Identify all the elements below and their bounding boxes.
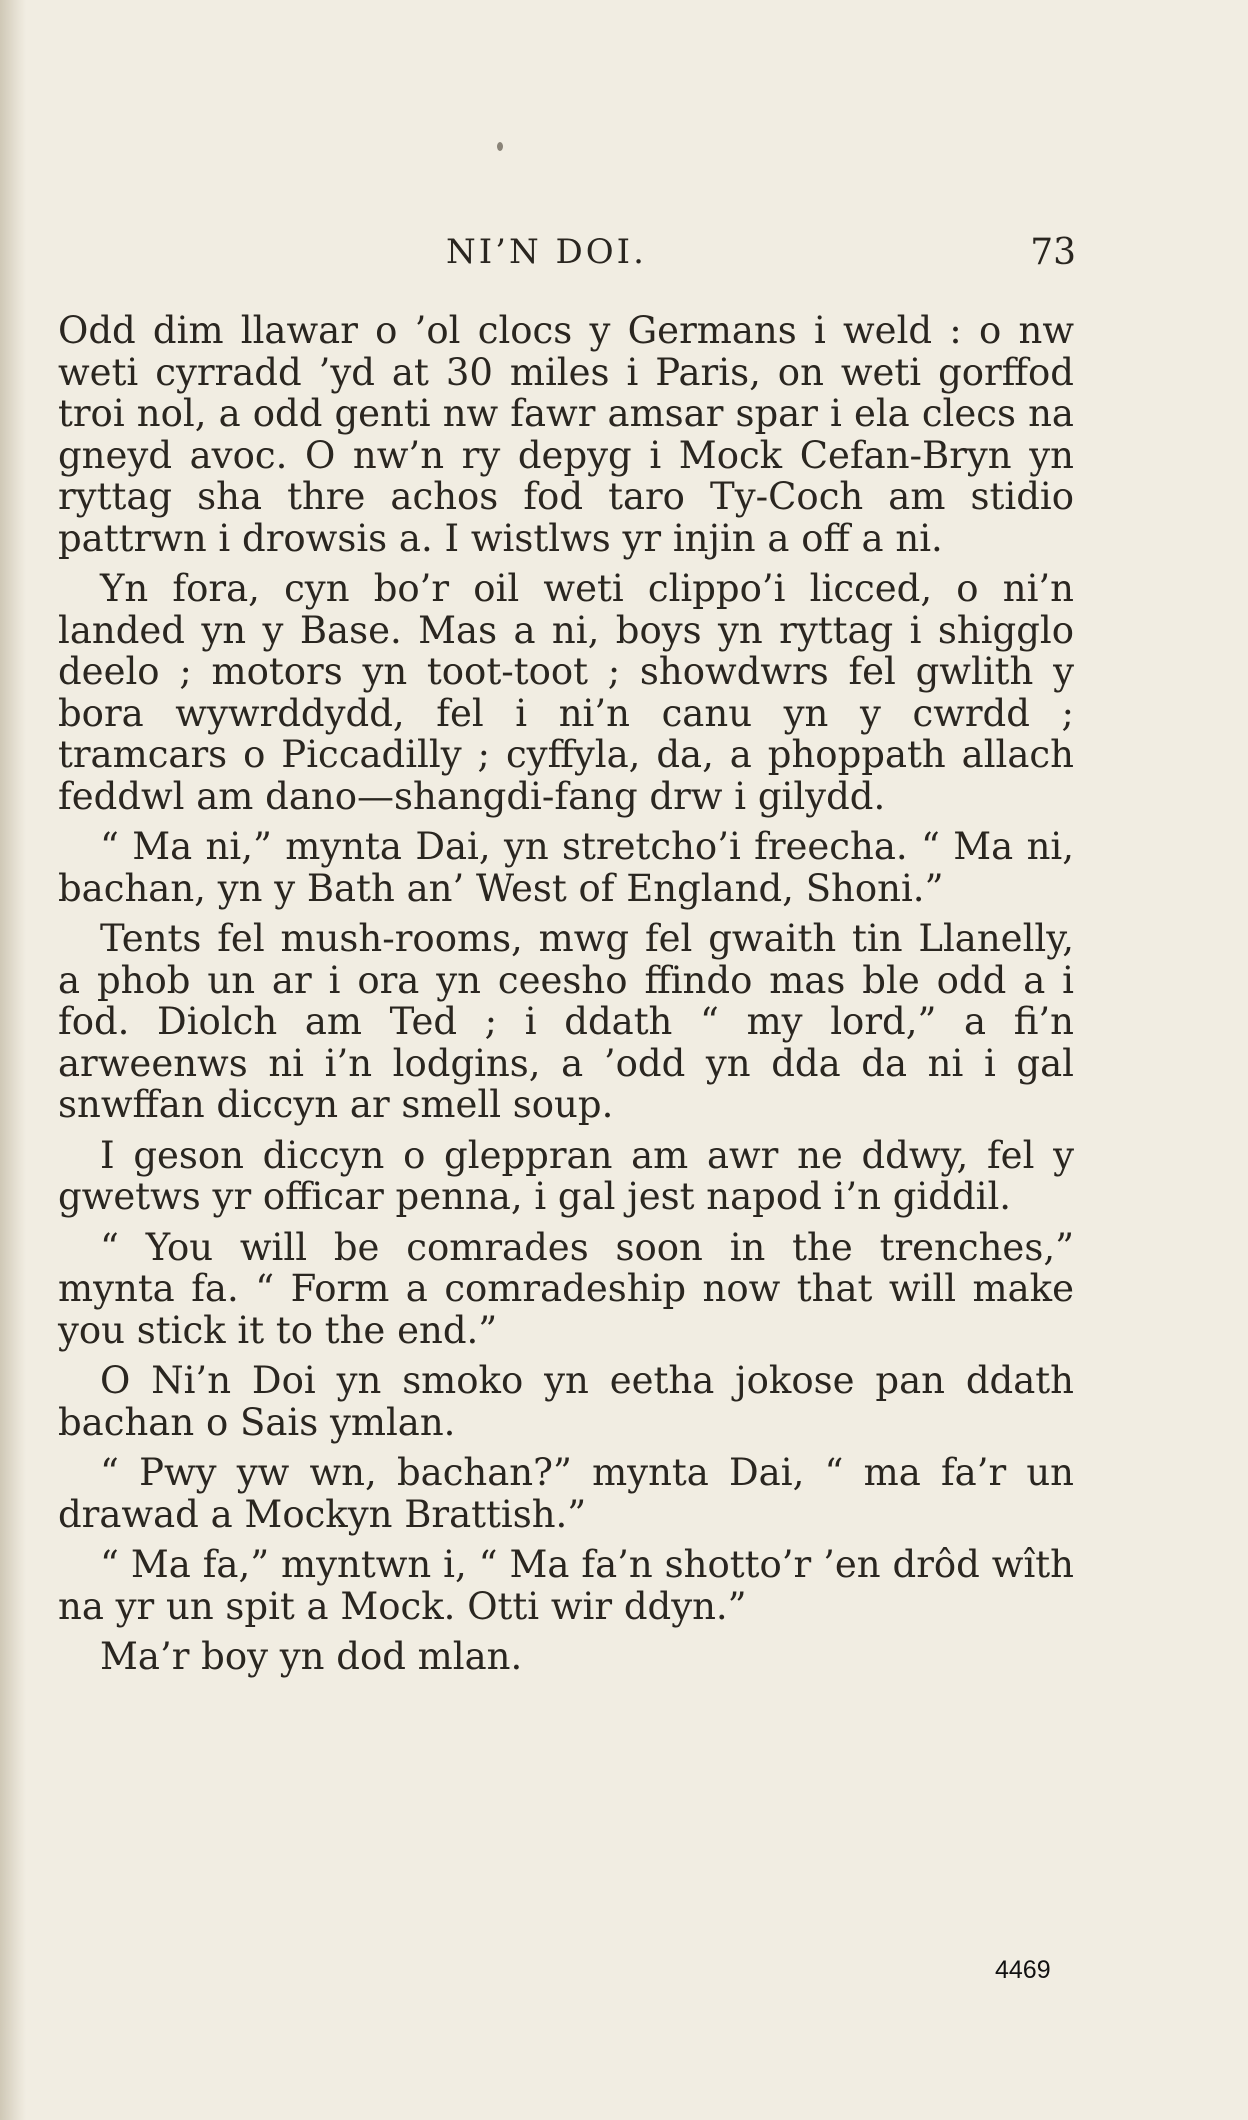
paper-speck [497, 142, 503, 151]
running-title: NI’N DOI. [446, 232, 647, 272]
running-head [62, 232, 1076, 284]
paragraph: Yn fora, cyn bo’r oil weti clippo’i licced, o ni’n landed yn y Base. Mas a ni, boys yn ryttag i shigglo deelo ; motors yn toot-toot ; showdwrs fel gwlith y bora wywrddydd, fel i ni’n canu yn y cwrdd ; tramcars o Piccadilly ; cyffyla, da, a phoppath allach feddwl am dano—shangdi-fang drw i gilydd. [58, 567, 1074, 818]
reference-number: 4469 [995, 1956, 1051, 1984]
paragraph: “ Ma ni,” mynta Dai, yn stretcho’i freecha. “ Ma ni, bachan, yn y Bath an’ West of England, Shoni.” [58, 825, 1074, 910]
paragraph: “ Ma fa,” myntwn i, “ Ma fa’n shotto’r ’en drôd wîth na yr un spit a Mock. Otti wir ddyn.” [58, 1543, 1074, 1628]
body-text [58, 310, 1074, 1687]
paragraph: Ma’r boy yn dod mlan. [100, 1635, 523, 1678]
page-edge-shadow [0, 0, 26, 2120]
paragraph: Odd dim llawar o ’ol clocs y Germans i weld : o nw weti cyrradd ’yd at 30 miles i Paris, on weti gorffod troi nol, a odd genti nw fawr amsar spar i ela clecs na gneyd avoc. O nw’n ry depyg i Mock Cefan-Bryn yn ryttag sha thre achos fod taro Ty-Coch am stidio pattrwn i drowsis a. I wistlws yr injin a off a ni. [58, 309, 1074, 560]
paragraph: I geson diccyn o gleppran am awr ne ddwy, fel y gwetws yr officar penna, i gal jest napod i’n giddil. [58, 1133, 1074, 1218]
paragraph: “ Pwy yw wn, bachan?” mynta Dai, “ ma fa’r un drawad a Mockyn Brattish.” [58, 1451, 1074, 1536]
paragraph: Tents fel mush-rooms, mwg fel gwaith tin Llanelly, a phob un ar i ora yn ceesho ffindo mas ble odd a i fod. Diolch am Ted ; i ddath “ my lord,” a fi’n arweenws ni i’n lodgins, a ’odd yn dda da ni i gal snwffan diccyn ar smell soup. [58, 917, 1074, 1126]
paragraph: “ You will be comrades soon in the trenches,” mynta fa. “ Form a comradeship now that will make you stick it to the end.” [58, 1225, 1074, 1352]
paragraph: O Ni’n Doi yn smoko yn eetha jokose pan ddath bachan o Sais ymlan. [58, 1359, 1074, 1444]
page-number: 73 [1030, 232, 1076, 273]
